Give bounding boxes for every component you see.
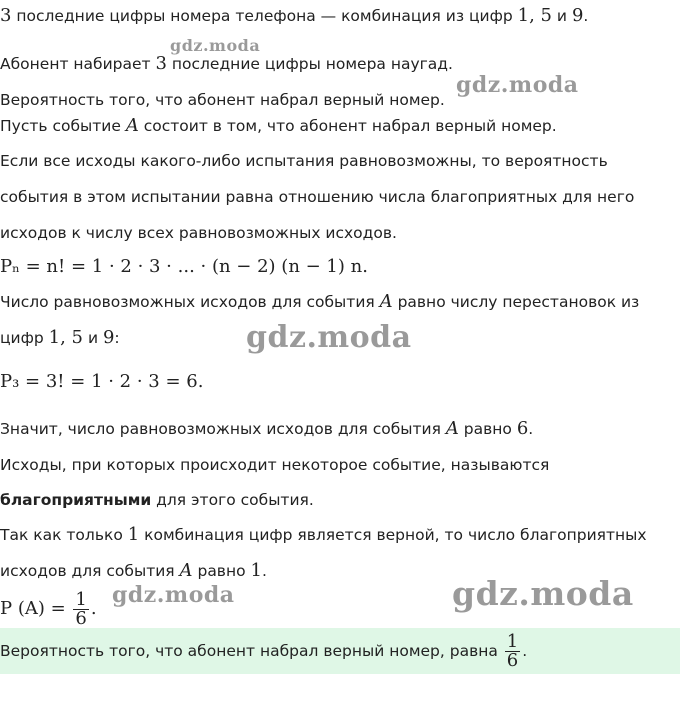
favorable-count-line-2: исходов для события A равно 1. bbox=[0, 560, 267, 581]
favorable-definition-line-1: Исходы, при которых происходит некоторое событие, называются bbox=[0, 456, 550, 474]
watermark: gdz.moda bbox=[112, 582, 235, 608]
probability-fraction: $\frac{1}{6}$ bbox=[75, 588, 87, 629]
outcomes-line-1: Число равновозможных исходов для события A равно числу перестановок из bbox=[0, 291, 640, 312]
outcomes-line-2: цифр 1, 5 и 9: bbox=[0, 327, 120, 348]
answer-fraction: $\frac{1}{6}$ bbox=[506, 631, 519, 671]
event-definition-line: Пусть событие A состоит в том, что абонент набрал верный номер. bbox=[0, 115, 557, 136]
answer-box bbox=[0, 628, 680, 674]
watermark: gdz.moda bbox=[170, 36, 261, 55]
answer-line: Вероятность того, что абонент набрал верный номер, равна $\frac{1}{6}$ . bbox=[0, 631, 528, 671]
watermark: gdz.moda bbox=[246, 320, 412, 355]
question-line: Вероятность того, что абонент набрал верный номер. bbox=[0, 91, 445, 109]
rule-line-3: исходов к числу всех равновозможных исходов. bbox=[0, 224, 397, 242]
watermark: gdz.moda bbox=[452, 574, 634, 613]
statement-line-1: 3 последние цифры номера телефона — комбинация из цифр 1, 5 и 9. bbox=[0, 5, 589, 26]
statement-line-2: Абонент набирает 3 последние цифры номера наугад. bbox=[0, 53, 453, 74]
probability-formula: P (A) = $\frac{1}{6}$ . bbox=[0, 588, 97, 629]
favorable-count-line-1: Так как только 1 комбинация цифр является верной, то число благоприятных bbox=[0, 524, 647, 545]
favorable-definition-line-2: благоприятными для этого события. bbox=[0, 491, 314, 509]
p3-formula: P₃ = 3! = 1 · 2 · 3 = 6. bbox=[0, 371, 204, 392]
permutation-formula: Pₙ = n! = 1 · 2 · 3 · ... · (n − 2) (n − 1) n. bbox=[0, 256, 368, 277]
rule-line-2: события в этом испытании равна отношению числа благоприятных для него bbox=[0, 188, 635, 206]
total-outcomes-line: Значит, число равновозможных исходов для события A равно 6. bbox=[0, 418, 534, 439]
rule-line-1: Если все исходы какого-либо испытания равновозможны, то вероятность bbox=[0, 152, 608, 170]
watermark: gdz.moda bbox=[456, 72, 579, 98]
